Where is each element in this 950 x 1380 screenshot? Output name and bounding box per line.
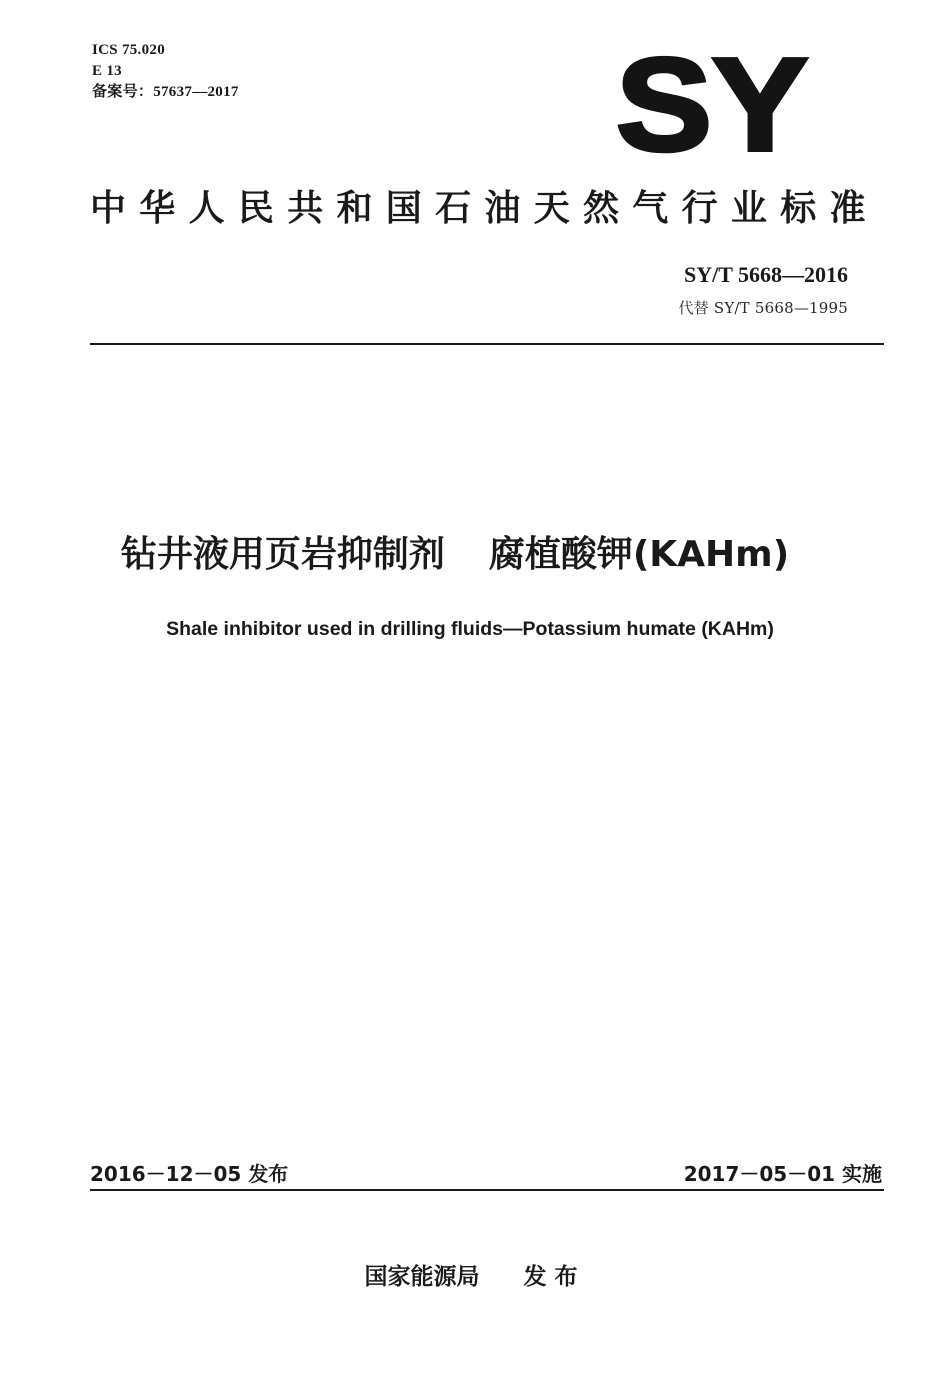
classification-codes bbox=[92, 40, 239, 103]
document-title-cn bbox=[0, 526, 950, 577]
publisher-name: 国家能源局 bbox=[364, 1264, 480, 1290]
issue-date: 2016－12－05 发布 bbox=[90, 1162, 289, 1186]
replaces-standard: 代替 SY/T 5668—1995 bbox=[678, 299, 848, 317]
header-divider bbox=[90, 343, 884, 345]
publisher-line bbox=[0, 1258, 950, 1291]
implementation-date: 2017－05－01 实施 bbox=[683, 1162, 882, 1186]
classification-code: E 13 bbox=[92, 63, 122, 79]
industry-standard-title: 中华人民共和国石油天然气行业标准 bbox=[90, 188, 879, 229]
publish-action: 发布 bbox=[523, 1264, 586, 1290]
title-cn-part1: 钻井液用页岩抑制剂 bbox=[120, 534, 445, 575]
sy-logo bbox=[614, 44, 810, 158]
sy-logo-text: SY bbox=[616, 44, 808, 158]
standard-number: SY/T 5668—2016 bbox=[683, 262, 848, 287]
record-number: 备案号：57637—2017 bbox=[92, 84, 239, 100]
ics-code: ICS 75.020 bbox=[92, 42, 166, 58]
document-title-en: Shale inhibitor used in drilling fluids—Potassium humate (KAHm) bbox=[166, 618, 774, 640]
footer-divider bbox=[90, 1189, 884, 1191]
title-cn-part2: 腐植酸钾(KAHm) bbox=[488, 534, 790, 575]
